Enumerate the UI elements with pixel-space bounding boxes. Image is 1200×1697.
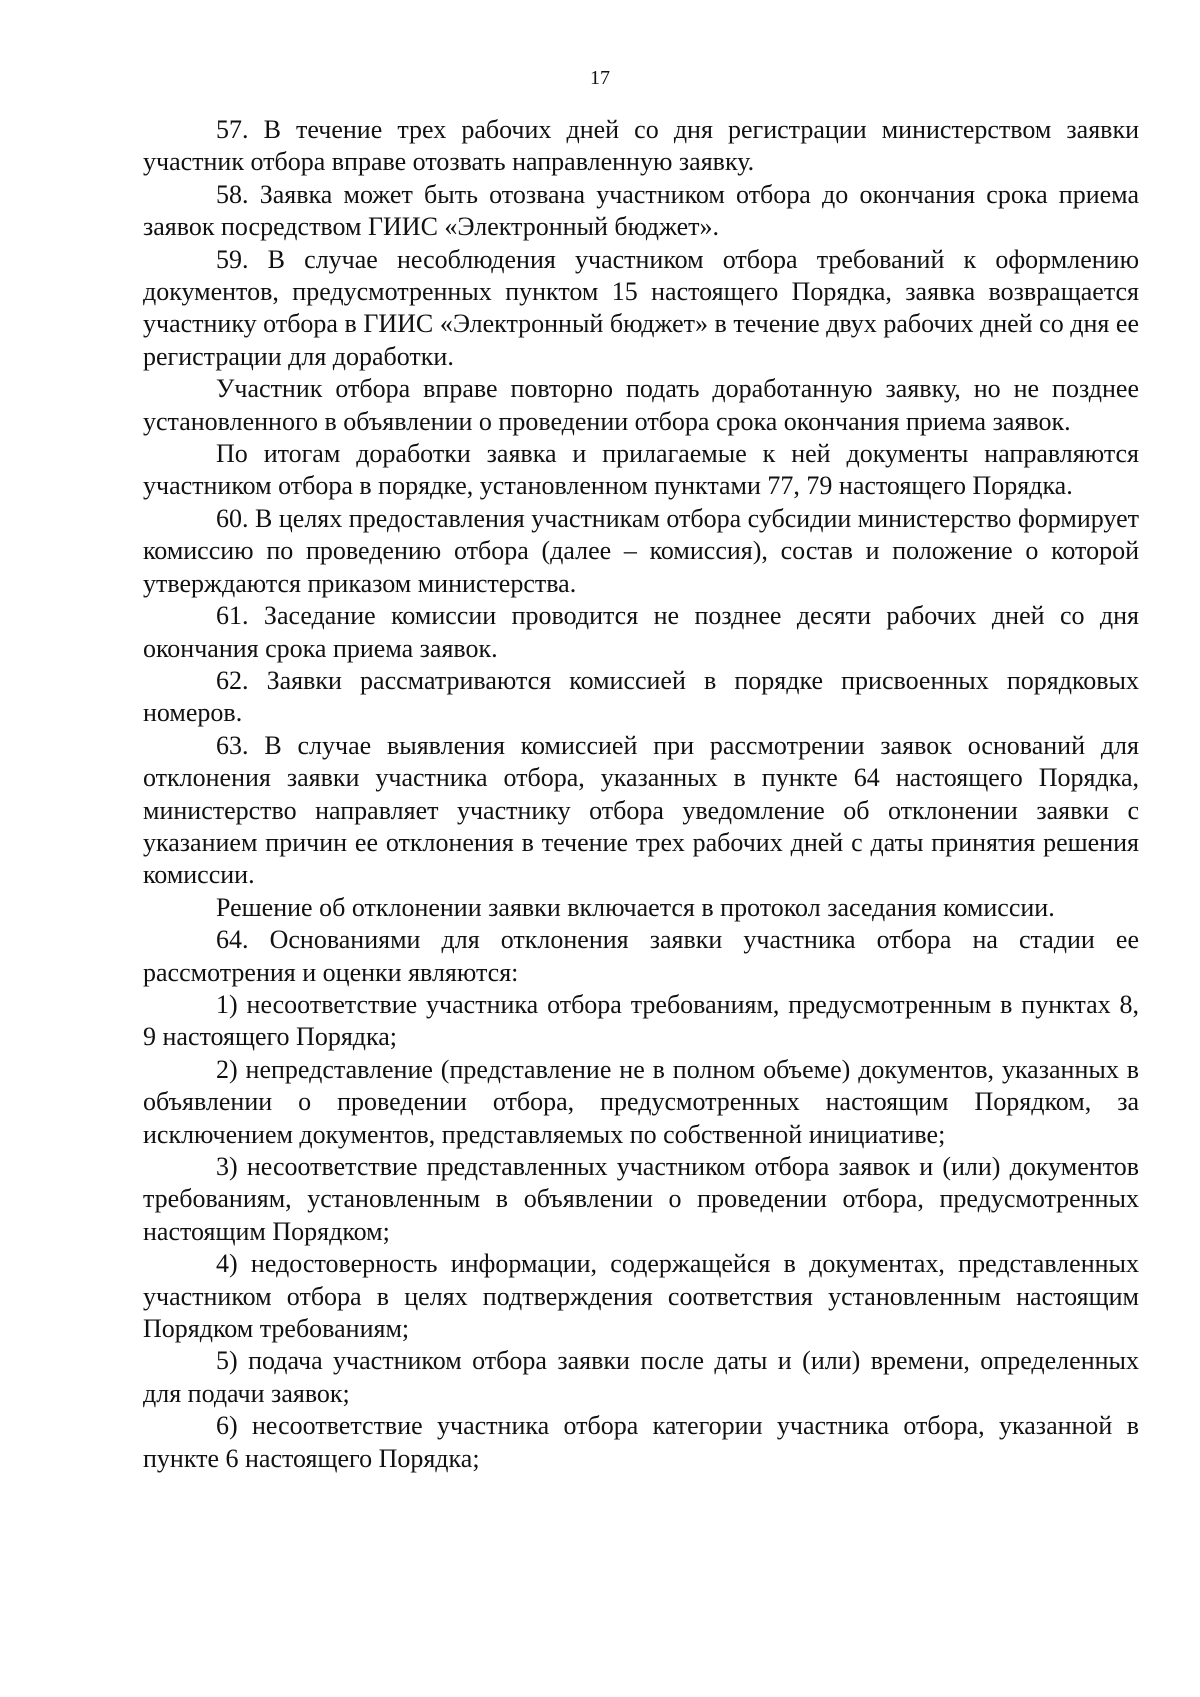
paragraph-59-revision-results: По итогам доработки заявка и прилагаемые к ней документы направляются участником отбора в порядке, установленном пунктами 77, 79 настоящего Порядка. <box>143 439 1139 501</box>
paragraph-58: 58. Заявка может быть отозвана участником отбора до окончания срока приема заявок посредством ГИИС «Электронный бюджет». <box>143 179 1139 242</box>
paragraph-60: 60. В целях предоставления участникам отбора субсидии министерство формирует комиссию по проведению отбора (далее – комиссия), состав и положение о которой утверждаются приказом министерства. <box>143 503 1139 598</box>
list-item-4: 4) недостоверность информации, содержащейся в документах, представленных участником отбора в целях подтверждения соответствия установленным настоящим Порядком требованиям; <box>143 1249 1139 1344</box>
list-item-2: 2) непредставление (представление не в полном объеме) документов, указанных в объявлении о проведении отбора, предусмотренных настоящим Порядком, за исключением документов, представляемых по собственной инициативе; <box>143 1054 1139 1149</box>
paragraph-64: 64. Основаниями для отклонения заявки участника отбора на стадии ее рассмотрения и оценки являются: <box>143 925 1139 987</box>
paragraph-59-resubmission: Участник отбора вправе повторно подать доработанную заявку, но не позднее установленного в объявлении о проведении отбора срока окончания приема заявок. <box>143 374 1139 436</box>
document-body <box>143 114 1139 1475</box>
paragraph-59: 59. В случае несоблюдения участником отбора требований к оформлению документов, предусмотренных пунктом 15 настоящего Порядка, заявка возвращается участнику отбора в ГИИС «Электронный бюджет» в течение двух рабочих дней со дня ее регистрации для доработки. <box>143 244 1139 371</box>
paragraph-63-decision: Решение об отклонении заявки включается в протокол заседания комиссии. <box>216 892 1055 922</box>
page-number: 17 <box>590 67 610 89</box>
list-item-1: 1) несоответствие участника отбора требованиям, предусмотренным в пунктах 8, 9 настоящего Порядка; <box>143 989 1139 1052</box>
list-item-3: 3) несоответствие представленных участником отбора заявок и (или) документов требованиям, установленным в объявлении о проведении отбора, предусмотренных настоящим Порядком; <box>143 1152 1139 1246</box>
list-item-5: 5) подача участником отбора заявки после даты и (или) времени, определенных для подачи заявок; <box>143 1346 1139 1408</box>
list-item-6: 6) несоответствие участника отбора категории участника отбора, указанной в пункте 6 настоящего Порядка; <box>143 1411 1139 1473</box>
paragraph-61: 61. Заседание комиссии проводится не позднее десяти рабочих дней со дня окончания срока приема заявок. <box>143 601 1139 663</box>
paragraph-57: 57. В течение трех рабочих дней со дня регистрации министерством заявки участник отбора вправе отозвать направленную заявку. <box>143 115 1139 177</box>
paragraph-63: 63. В случае выявления комиссией при рассмотрении заявок оснований для отклонения заявки участника отбора, указанных в пункте 64 настоящего Порядка, министерство направляет участнику отбора уведомление об отклонении заявки с указанием причин ее отклонения в течение трех рабочих дней с даты принятия решения комиссии. <box>143 730 1139 890</box>
paragraph-62: 62. Заявки рассматриваются комиссией в порядке присвоенных порядковых номеров. <box>143 665 1139 728</box>
